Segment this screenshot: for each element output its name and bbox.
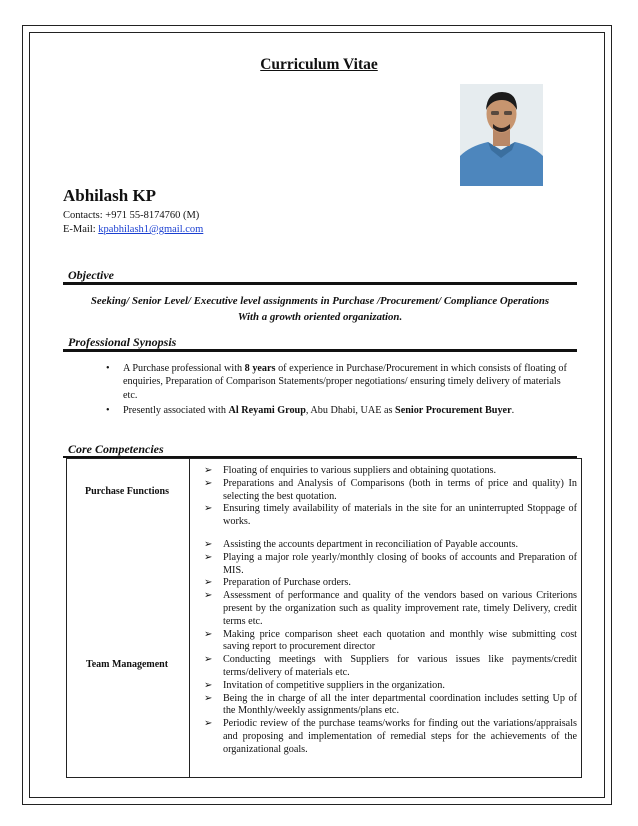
list-item: ➢ Making price comparison sheet each quotation and monthly wise submitting cost saving report to procurement director xyxy=(204,628,577,653)
arrow-bullet-icon: ➢ xyxy=(204,590,213,602)
objective-line: With a growth oriented organization. xyxy=(237,311,403,323)
arrow-bullet-icon: ➢ xyxy=(204,718,213,730)
list-item: ➢ Invitation of competitive suppliers in the organization. xyxy=(204,679,445,691)
competencies-table xyxy=(66,458,582,778)
list-item: ➢ Preparation of Purchase orders. xyxy=(204,577,351,589)
category-column xyxy=(67,459,190,778)
email-label: E-Mail: xyxy=(63,224,96,235)
spacer xyxy=(204,529,577,539)
arrow-bullet-icon: ➢ xyxy=(204,628,213,640)
competency-items xyxy=(190,459,582,778)
section-competencies-heading: Core Competencies xyxy=(68,442,164,456)
candidate-name: Abhilash KP xyxy=(63,186,157,205)
list-item: ➢ Periodic review of the purchase teams/works for finding out the variations/appraisals and proposing and implementation of remedial steps for the achievements of the organizational goals. xyxy=(204,718,577,755)
arrow-bullet-icon: ➢ xyxy=(204,551,213,563)
list-item: ➢ Playing a major role yearly/monthly closing of books of accounts and Preparation of MIS. xyxy=(204,551,577,576)
list-item: ➢ Being the in charge of all the inter departmental coordination includes setting Up of the Monthly/weekly assignments/plans etc. xyxy=(204,692,577,717)
category-team-management: Team Management xyxy=(85,659,169,670)
objective-text xyxy=(63,293,577,325)
arrow-bullet-icon: ➢ xyxy=(204,692,213,704)
arrow-bullet-icon: ➢ xyxy=(204,465,213,476)
list-item: ➢ Conducting meetings with Suppliers for various issues like payments/credit terms/delivery of materials etc. xyxy=(204,654,577,678)
list-item: ➢ Preparations and Analysis of Comparisons (both in terms of price and quality) In selecting the best quotation. xyxy=(204,477,577,502)
contact-email xyxy=(63,224,203,235)
synopsis-list xyxy=(106,362,576,419)
bullet-icon: • xyxy=(106,363,110,374)
section-rule xyxy=(63,282,577,285)
list-item: • Presently associated with Al Reyami Group, Abu Dhabi, UAE as Senior Procurement Buyer. xyxy=(106,404,515,416)
list-item: ➢ Assisting the accounts department in reconciliation of Payable accounts. xyxy=(204,538,519,550)
bullet-icon: • xyxy=(106,404,110,416)
document-title: Curriculum Vitae xyxy=(260,56,378,73)
arrow-bullet-icon: ➢ xyxy=(204,654,213,666)
list-item: ➢ Ensuring timely availability of materials in the site for an uninterrupted Stoppage of works. xyxy=(204,503,577,528)
arrow-bullet-icon: ➢ xyxy=(204,679,213,691)
arrow-bullet-icon: ➢ xyxy=(204,503,213,515)
objective-line: Seeking/ Senior Level/ Executive level assignments in Purchase /Procurement/ Compliance Operations xyxy=(90,295,550,307)
email-link[interactable]: kpabhilash1@gmail.com xyxy=(98,224,204,235)
arrow-bullet-icon: ➢ xyxy=(204,577,213,589)
profile-photo-image xyxy=(460,84,543,186)
contact-phone: Contacts: +971 55-8174760 (M) xyxy=(63,210,200,221)
list-item: ➢ Floating of enquiries to various suppliers and obtaining quotations. xyxy=(204,465,497,476)
list-item: • A Purchase professional with 8 years of experience in Purchase/Procurement in which consists of floating of enquiries, Preparation of Comparison Statements/proper negotiations/ ensuring timely delivery of materials etc. xyxy=(106,363,567,401)
profile-photo xyxy=(460,84,543,186)
section-rule xyxy=(63,349,577,352)
category-purchase-functions: Purchase Functions xyxy=(85,486,169,497)
list-item: ➢ Assessment of performance and quality of the vendors based on various Criterions present by the organization such as quality improvement rate, timely Delivery, credit terms etc. xyxy=(204,590,577,627)
section-synopsis-heading: Professional Synopsis xyxy=(68,335,177,349)
arrow-bullet-icon: ➢ xyxy=(204,538,213,550)
arrow-bullet-icon: ➢ xyxy=(204,477,213,489)
section-objective-heading: Objective xyxy=(68,268,114,282)
